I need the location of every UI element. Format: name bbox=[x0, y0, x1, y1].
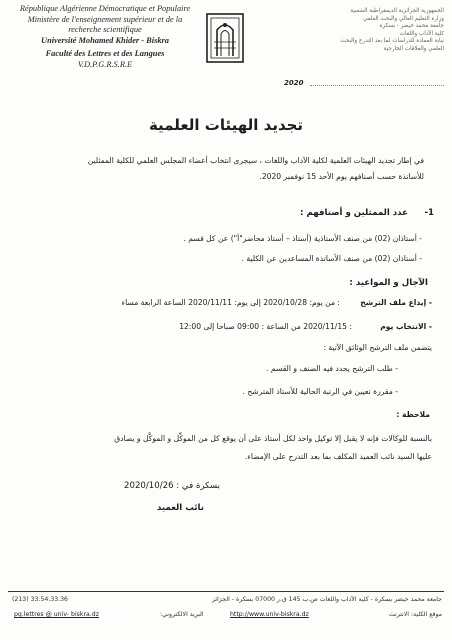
deposit-label: - إيداع ملف الترشح bbox=[360, 298, 432, 307]
footer-website-link[interactable]: http://www.univ-biskra.dz bbox=[230, 611, 309, 618]
note-line-2: عليها السيد نائب العميد المكلف بما بعد التدرج على الإمضاء. bbox=[244, 452, 432, 461]
page-title: تجديد الهيئات العلمية bbox=[148, 116, 304, 134]
header-arabic bbox=[324, 8, 444, 54]
header-ar-line: جامعة محمد خيضر - بسكرة bbox=[379, 23, 444, 30]
docs-intro: يتضمن ملف الترشح الوثائق الآتية : bbox=[323, 343, 432, 352]
place-date: بسكرة في : 2020/10/26 bbox=[124, 481, 220, 491]
reference-dotted-line bbox=[310, 85, 444, 86]
section-1-item-1: - أستاذان (02) من صنف الأستاذية (أستاذ – أستاذ محاضر"أ") عن كل قسم . bbox=[183, 234, 422, 243]
header-fr-university: Université Mohamed Khider - Biskra bbox=[41, 35, 169, 45]
university-logo-icon bbox=[205, 12, 245, 64]
header-ar-line: الجمهورية الجزائرية الديمقراطية الشعبية bbox=[350, 8, 444, 14]
header-fr-line: République Algérienne Démocratique et Populaire bbox=[19, 4, 191, 13]
header-fr-line: recherche scientifique bbox=[68, 25, 142, 35]
section-1-heading: عدد الممثلين و أصنافهم : bbox=[300, 208, 408, 218]
footer-phone: (213) 33.54.33.36 bbox=[12, 596, 68, 603]
header-ar-line: كلية الآداب واللغات bbox=[399, 30, 444, 37]
header-fr-faculty: Faculté des Lettres et des Langues bbox=[45, 49, 165, 59]
note-line-1: بالنسبة للوكالات فإنه لا يقبل إلا توكيل واحد لكل أستاذ على أن يوقع كل من الموكِّل و الموكَّل و يصادق bbox=[114, 434, 432, 443]
footer-website-label: موقع الكلية: الانترنت bbox=[388, 611, 442, 618]
docs-item-1: - طلب الترشح يحدد فيه الصنف و القسم . bbox=[266, 364, 398, 373]
note-heading: ملاحظة : bbox=[396, 410, 430, 419]
header-ar-line: وزارة التعليم العالي والبحث العلمي bbox=[362, 15, 444, 22]
election-label: - الانتخاب يوم bbox=[380, 322, 432, 331]
header-ar-line: نيابة العمادة للدراسات لما بعد التدرج والبحث العلمي والعلاقات الخارجية bbox=[340, 38, 444, 52]
header-french bbox=[10, 4, 200, 71]
section-1-item-2: - أستاذان (02) من صنف الأساتذة المساعدين عن الكلية . bbox=[241, 254, 422, 263]
reference-year: 2020 bbox=[284, 79, 304, 87]
intro-line-2: للأساتذة حسب أصنافهم يوم الأحد 15 نوفمبر 2020. bbox=[259, 172, 424, 181]
footer-email-label: البريد الالكتروني: bbox=[160, 611, 204, 618]
footer-address: جامعة محمد خيضر بسكرة - كلية الآداب واللغات ص.ب 145 ق.ر 07000 بسكرة - الجزائر bbox=[211, 596, 442, 603]
intro-line-1: في إطار تجديد الهيئات العلمية لكلية الآداب واللغات ، سيجرى انتخاب أعضاء المجلس العلمي للكلية الممثلين bbox=[87, 156, 424, 165]
election-text: : 2020/11/15 من الساعة : 09:00 صباحا إلى 12:00 bbox=[179, 322, 352, 331]
section-1-number: 1- bbox=[424, 208, 434, 218]
footer-email-link[interactable]: pg.lettres @ univ- biskra.dz bbox=[14, 611, 99, 618]
signer-title: نائب العميد bbox=[156, 503, 204, 513]
header-fr-line: Ministère de l'enseignement supérieur et de la bbox=[27, 14, 183, 24]
section-2-heading: الآجال و المواعيد : bbox=[349, 278, 428, 288]
header-fr-dept: V.D.P.G.R.S.R.E bbox=[77, 59, 133, 69]
deposit-text: : من يوم: 2020/10/28 إلى يوم: 2020/11/11 الساعة الرابعة مساء bbox=[121, 298, 340, 307]
footer-divider bbox=[8, 591, 444, 592]
reference-line bbox=[284, 79, 444, 89]
docs-item-2: - مقررة تعيين في الرتبة الحالية للأستاذ المترشح . bbox=[242, 387, 398, 396]
